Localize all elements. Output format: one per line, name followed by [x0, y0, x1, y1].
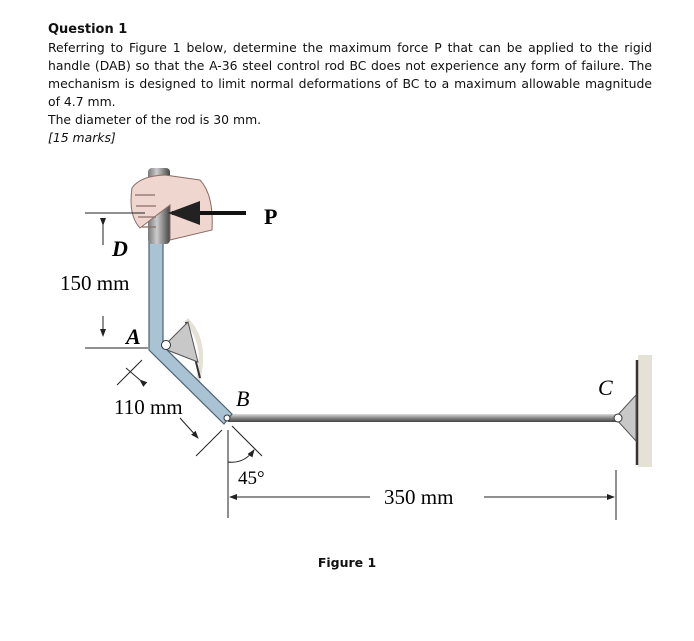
hand-icon [131, 168, 212, 244]
question-title: Question 1 [48, 22, 128, 37]
figure-caption: Figure 1 [317, 555, 377, 570]
label-b: B [236, 386, 250, 411]
wall-support-c [615, 355, 652, 467]
control-rod-bc [228, 414, 618, 422]
label-d: D [112, 236, 128, 261]
label-c: C [598, 375, 613, 400]
dim-label-150: 150 mm [60, 271, 130, 295]
label-p: P [264, 204, 278, 229]
question-body: Referring to Figure 1 below, determine the maximum force P that can be applied to the rigid handle (DAB) so that the A-36 steel control rod BC does not experience any form of failure. The mechanism is designed to limit normal deformations of BC to a maximum allowable magnitude of 4.7 mm. [48, 40, 652, 109]
label-a: A [126, 324, 141, 349]
dim-label-110: 110 mm [114, 395, 183, 419]
dim-label-45: 45° [238, 468, 265, 489]
question-diameter: The diameter of the rod is 30 mm. [48, 112, 262, 127]
dim-label-350: 350 mm [384, 485, 454, 509]
question-marks: [15 marks] [48, 130, 116, 145]
